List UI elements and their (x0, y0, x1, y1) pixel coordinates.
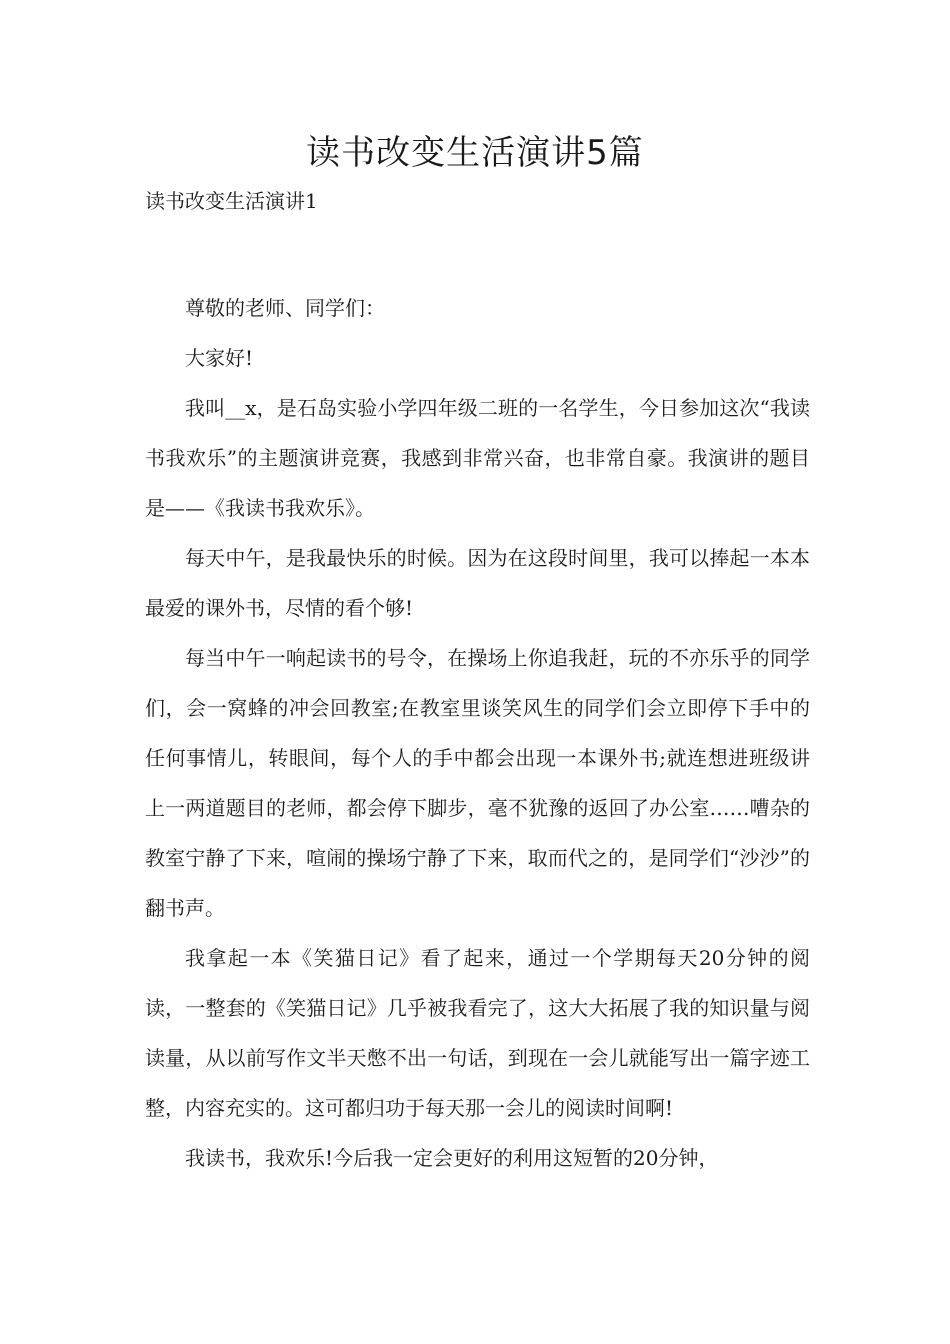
paragraph-conclusion: 我读书，我欢乐!今后我一定会更好的利用这短暂的20分钟， (185, 1146, 719, 1170)
document-body (145, 283, 810, 1183)
section-heading: 读书改变生活演讲1 (145, 189, 318, 213)
paragraph-book: 我拿起一本《笑猫日记》看了起来，通过一个学期每天20分钟的阅读，一整套的《笑猫日记》几乎被我看完了，这大大拓展了我的知识量与阅读量，从以前写作文半天憋不出一句话，到现在一会儿就能写出一篇字迹工整，内容充实的。这可都归功于每天那一会儿的阅读时间啊! (145, 946, 810, 1120)
paragraph-greeting: 尊敬的老师、同学们： (185, 296, 385, 320)
paragraph-noon: 每天中午，是我最快乐的时候。因为在这段时间里，我可以捧起一本本最爱的课外书，尽情的看个够! (145, 546, 810, 620)
paragraph-hello: 大家好! (185, 346, 254, 370)
document-title: 读书改变生活演讲5篇 (306, 133, 644, 173)
paragraph-reading-signal: 每当中午一响起读书的号令，在操场上你追我赶，玩的不亦乐乎的同学们，会一窝蜂的冲会回教室;在教室里谈笑风生的同学们会立即停下手中的任何事情儿，转眼间，每个人的手中都会出现一本课外书;就连想进班级讲上一两道题目的老师，都会停下脚步，毫不犹豫的返回了办公室……嘈杂的教室宁静了下来，喧闹的操场宁静了下来，取而代之的，是同学们“沙沙”的翻书声。 (145, 646, 810, 920)
paragraph-introduction: 我叫__x，是石岛实验小学四年级二班的一名学生，今日参加这次“我读书我欢乐”的主题演讲竞赛，我感到非常兴奋，也非常自豪。我演讲的题目是——《我读书我欢乐》。 (145, 396, 810, 520)
